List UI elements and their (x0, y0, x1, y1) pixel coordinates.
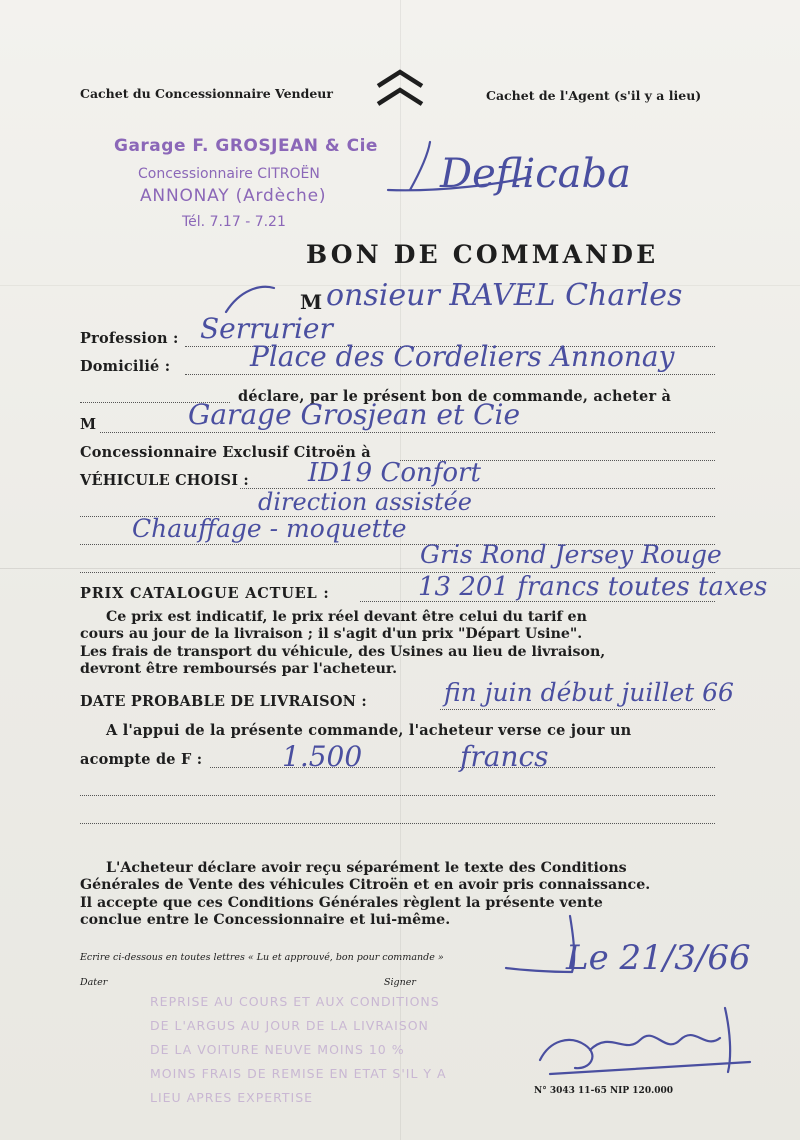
prix-note-line: Ce prix est indicatif, le prix réel devant être celui du tarif en (106, 609, 587, 625)
deposit-unit-handwriting: francs (460, 740, 549, 773)
faint-stamp-line: LIEU APRES EXPERTISE (150, 1090, 314, 1105)
bracket-stroke (500, 910, 600, 980)
faint-stamp-line: REPRISE AU COURS ET AUX CONDITIONS (150, 994, 440, 1009)
ecrire-label: Ecrire ci-dessous en toutes lettres « Lu et approuvé, bon pour commande » (80, 952, 444, 963)
acompte-text: A l'appui de la présente commande, l'acheteur verse ce jour un (106, 722, 632, 739)
vehicle-handwriting-3: Chauffage - moquette (132, 514, 407, 543)
date-label: DATE PROBABLE DE LIVRAISON : (80, 693, 367, 710)
agent-signature-text: Deflicaba (440, 151, 631, 197)
domicile-line (185, 374, 715, 375)
agent-stamp-label: Cachet de l'Agent (s'il y a lieu) (486, 88, 702, 103)
dealer-stamp-line: Concessionnaire CITROËN (138, 166, 320, 182)
vehicule-label: VÉHICULE CHOISI : (80, 472, 249, 489)
page-title: BON DE COMMANDE (306, 240, 659, 269)
agent-signature (380, 132, 710, 212)
prix-note-line: Les frais de transport du véhicule, des Usines au lieu de livraison, (80, 643, 606, 660)
dater-label: Dater (80, 977, 108, 988)
prix-note-line: devront être remboursés par l'acheteur. (80, 661, 398, 678)
form-reference: N° 3043 11-65 NIP 120.000 (534, 1086, 674, 1096)
delivery-handwriting: fin juin début juillet 66 (444, 678, 734, 707)
dealer-m-label: M (80, 416, 97, 433)
declare-text: déclare, par le présent bon de commande, acheter à (238, 388, 672, 405)
prix-note (80, 609, 605, 679)
deposit-amount-handwriting: 1.500 (282, 740, 363, 773)
monsieur-prefix: M (300, 290, 323, 314)
profession-label: Profession : (80, 330, 179, 347)
conditions-line: Générales de Vente des véhicules Citroën et en avoir pris connaissance. (80, 877, 651, 894)
signer-label: Signer (384, 977, 416, 988)
customer-name-handwriting: onsieur RAVEL Charles (326, 278, 683, 313)
conditions-line: Il accepte que ces Conditions Générales règlent la présente vente (80, 894, 603, 911)
blank-line (80, 823, 715, 824)
price-handwriting: 13 201 francs toutes taxes (418, 572, 768, 602)
date-line (440, 709, 715, 710)
buyer-signature (530, 1000, 760, 1080)
prix-note-line: cours au jour de la livraison ; il s'agit d'un prix "Départ Usine". (80, 626, 583, 643)
faint-stamp-line: MOINS FRAIS DE REMISE EN ETAT S'IL Y A (150, 1066, 447, 1081)
dealer-stamp-city: ANNONAY (Ardèche) (140, 186, 327, 206)
citroen-double-chevron-icon (372, 64, 428, 114)
conditions-line: conclue entre le Concessionnaire et lui-même. (80, 912, 451, 929)
concessionnaire-label: Concessionnaire Exclusif Citroën à (80, 444, 371, 461)
prix-label: PRIX CATALOGUE ACTUEL : (80, 585, 330, 602)
dealer-line (100, 432, 715, 433)
faint-stamp-line: DE LA VOITURE NEUVE MOINS 10 % (150, 1042, 405, 1057)
faint-stamp-line: DE L'ARGUS AU JOUR DE LA LIVRAISON (150, 1018, 429, 1033)
domicile-handwriting: Place des Cordeliers Annonay (250, 340, 675, 373)
vehicle-handwriting-2: direction assistée (258, 488, 472, 516)
dealer-stamp-phone: Tél. 7.17 - 7.21 (182, 214, 286, 230)
date-signed-handwriting: Le 21/3/66 (566, 938, 751, 978)
domicile-label: Domicilié : (80, 358, 171, 375)
profession-handwriting: Serrurier (200, 312, 333, 345)
dealer-stamp-name: Garage F. GROSJEAN & Cie (114, 136, 378, 156)
vehicle-handwriting-4: Gris Rond Jersey Rouge (420, 540, 722, 569)
vehicle-handwriting-1: ID19 Confort (308, 458, 481, 488)
dealer-stamp-label: Cachet du Concessionnaire Vendeur (80, 86, 333, 101)
blank-line (80, 795, 715, 796)
dealer-handwriting: Garage Grosjean et Cie (188, 398, 521, 431)
conditions-line: L'Acheteur déclare avoir reçu séparément le texte des Conditions (106, 860, 627, 876)
acompte-label: acompte de F : (80, 751, 203, 768)
